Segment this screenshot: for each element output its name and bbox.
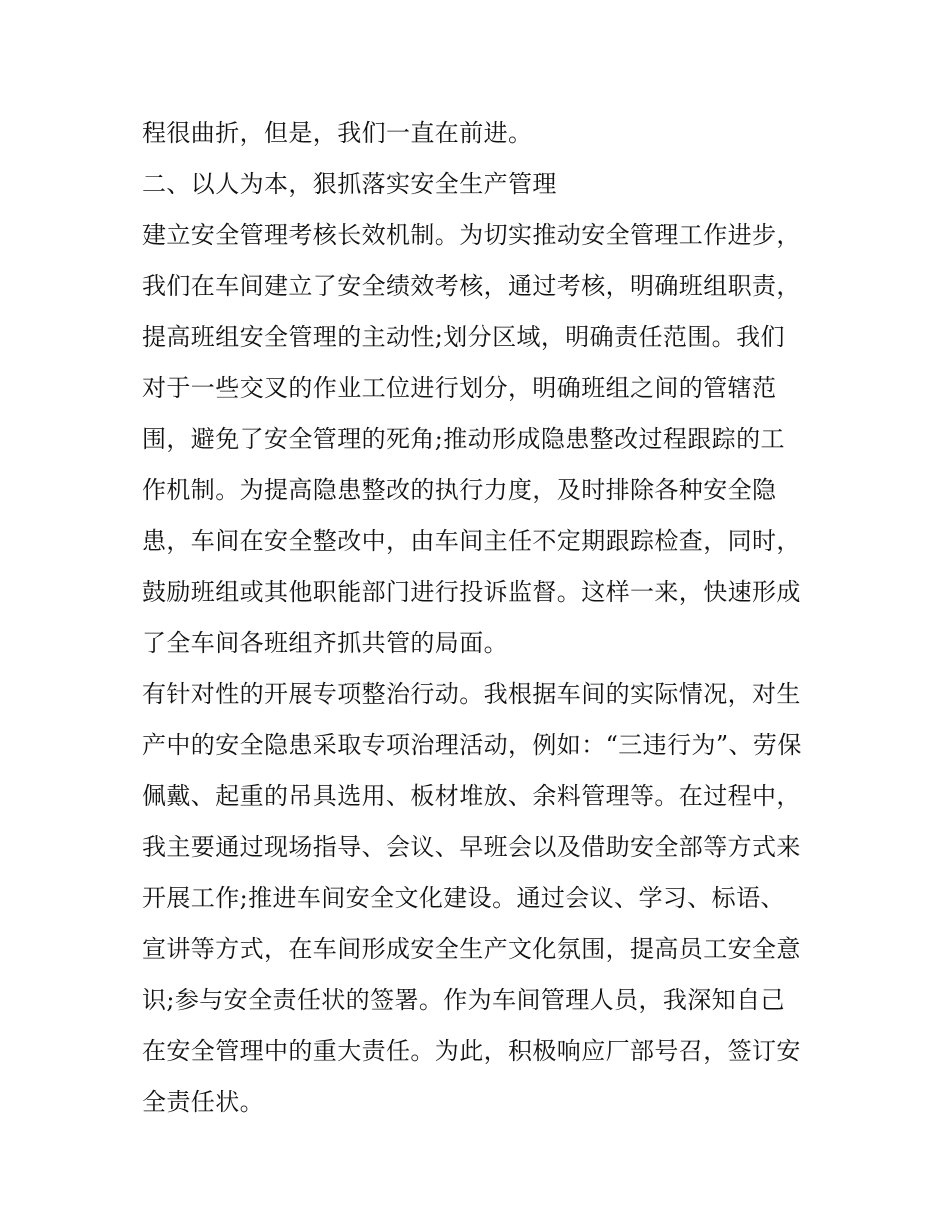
text-line: 围，避免了安全管理的死角;推动形成隐患整改过程跟踪的工: [142, 425, 785, 453]
text-line: 在安全管理中的重大责任。为此，积极响应厂部号召，签订安: [142, 1037, 801, 1065]
text-line: 开展工作;推进车间安全文化建设。通过会议、学习、标语、: [142, 884, 785, 912]
text-line: 建立安全管理考核长效机制。为切实推动安全管理工作进步，: [142, 221, 801, 249]
text-line: 识;参与安全责任状的签署。作为车间管理人员，我深知自己: [142, 986, 785, 1014]
text-line: 我们在车间建立了安全绩效考核，通过考核，明确班组职责，: [142, 272, 801, 300]
text-line: 对于一些交叉的作业工位进行划分，明确班组之间的管辖范: [142, 374, 777, 402]
text-line: 产中的安全隐患采取专项治理活动，例如：“三违行为”、劳保: [142, 731, 802, 759]
text-line: 鼓励班组或其他职能部门进行投诉监督。这样一来，快速形成: [142, 578, 801, 606]
text-line: 了全车间各班组齐抓共管的局面。: [142, 629, 508, 657]
document-body: [142, 108, 822, 1128]
text-line: 提高班组安全管理的主动性;划分区域，明确责任范围。我们: [142, 323, 785, 351]
text-line: 全责任状。: [142, 1088, 264, 1116]
text-line: 程很曲折，但是，我们一直在前进。: [142, 119, 533, 147]
text-line: 宣讲等方式，在车间形成安全生产文化氛围，提高员工安全意: [142, 935, 801, 963]
text-line: 作机制。为提高隐患整改的执行力度，及时排除各种安全隐: [142, 476, 777, 504]
text-line: 有针对性的开展专项整治行动。我根据车间的实际情况，对生: [142, 680, 801, 708]
text-line: 患，车间在安全整改中，由车间主任不定期跟踪检查，同时，: [142, 527, 801, 555]
text-line: 佩戴、起重的吊具选用、板材堆放、余料管理等。在过程中，: [142, 782, 801, 810]
section-heading: 二、以人为本，狠抓落实安全生产管理: [142, 170, 557, 198]
text-line: 我主要通过现场指导、会议、早班会以及借助安全部等方式来: [142, 833, 801, 861]
